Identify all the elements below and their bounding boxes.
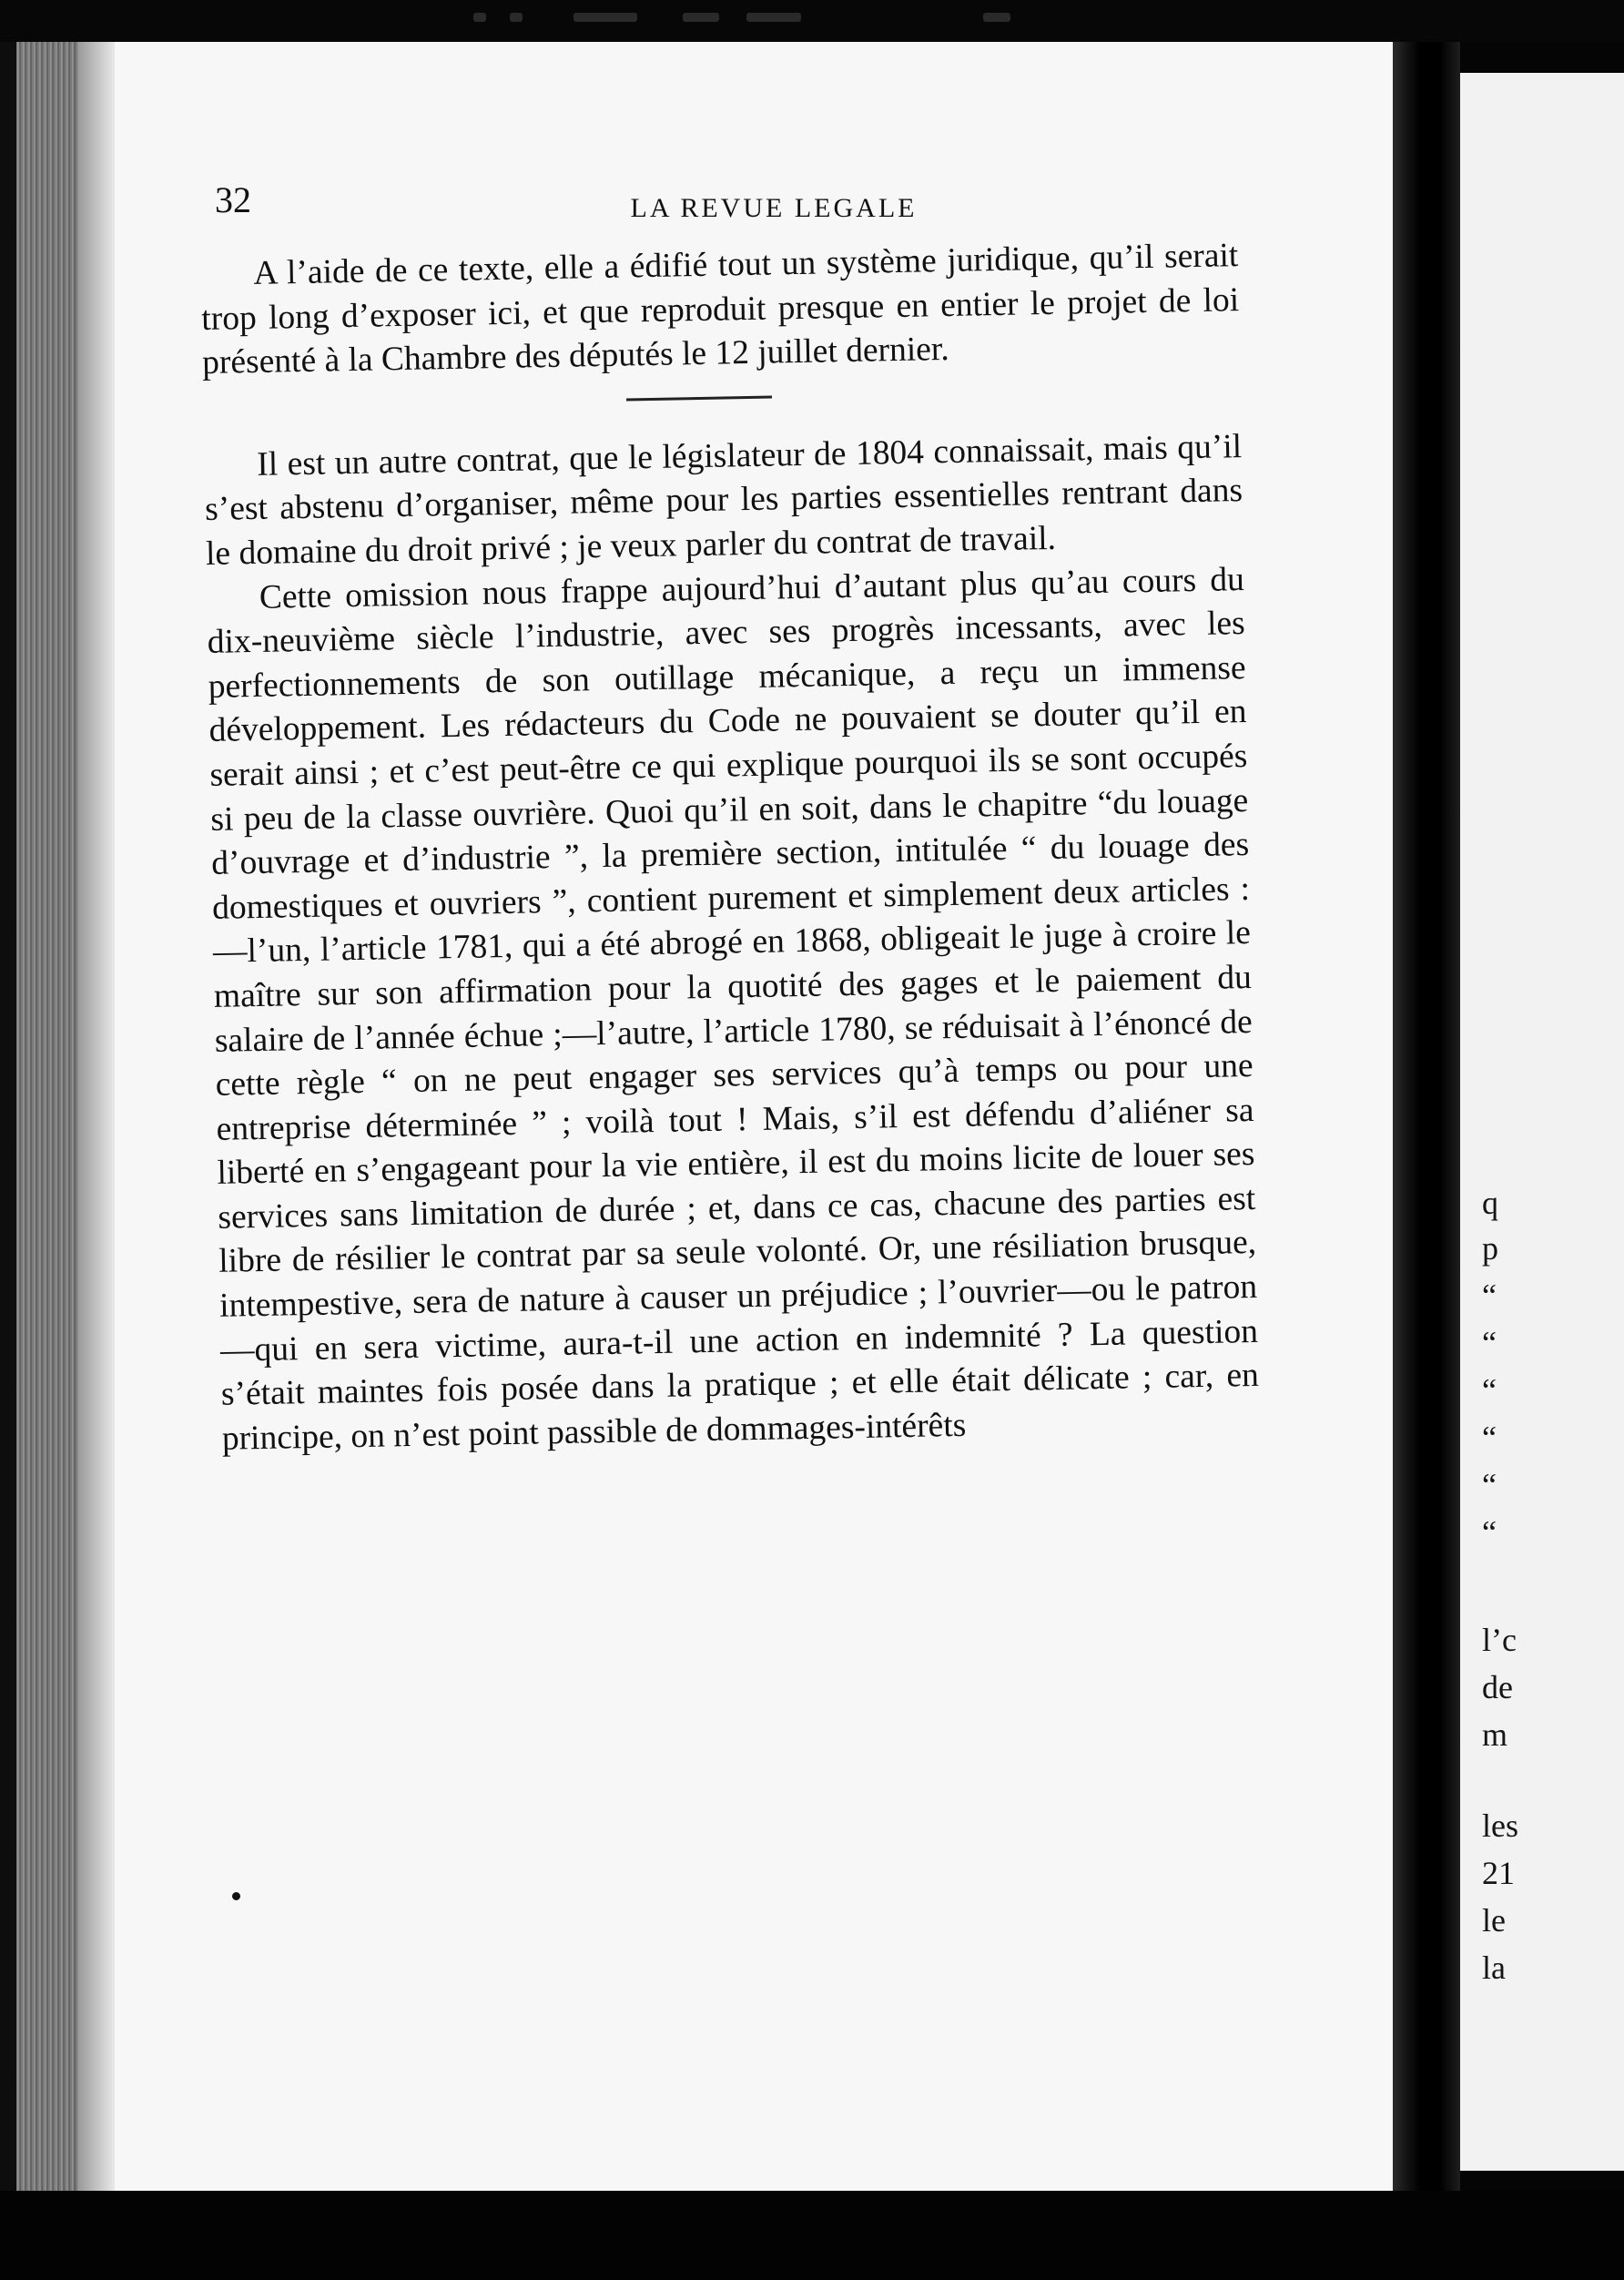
facing-fragment: la: [1482, 1949, 1506, 1986]
facing-fragment: l’c: [1482, 1622, 1517, 1658]
page-body: [200, 234, 1260, 1461]
margin-dot: [232, 1892, 240, 1900]
facing-fragment: p: [1482, 1230, 1498, 1267]
page-gutter-shadow: [78, 42, 115, 2191]
page-number: 32: [215, 179, 251, 220]
paragraph-3: Cette omission nous frappe aujourd’hui d’autant plus qu’au cours du dix-neuvième siècle l’industrie, avec ses progrès incessants, avec les perfectionnements de son outillage mécanique, a reçu un immense développement. Les rédacteurs du Code ne pouvaient se douter qu’il en serait ainsi ; et c’est peut-être ce qui explique pourquoi ils se sont occupés si peu de la classe ouvrière. Quoi qu’il en soit, dans le chapitre “du louage d’ouvrage et d’industrie ”, la première section, intitulée “ du louage des domestiques et ouvriers ”, contient purement et simplement deux articles :—l’un, l’article 1781, qui a été abrogé en 1868, obligeait le juge à croire le maître sur son affirmation pour la quotité des gages et le paiement du salaire de l’année échue ;—l’autre, l’article 1780, se réduisait à l’énoncé de cette règle “ on ne peut engager ses services qu’à temps ou pour une entreprise déterminée ” ; voilà tout ! Mais, s’il est défendu d’aliéner sa liberté en s’engageant pour la vie entière, il est du moins licite de louer ses services sans limitation de durée ; et, dans ce cas, chacune des parties est libre de résilier le contrat par sa seule volonté. Or, une résiliation brusque, intempestive, sera de nature à causer un préjudice ; l’ouvrier—ou le patron—qui en sera victime, aura-t-il une action en indemnité ? La question s’était maintes fois posée dans la pratique ; et elle était délicate ; car, en principe, on n’est point passible de dommages-intérêts: [207, 560, 1260, 1458]
scan-top-border: [0, 0, 1624, 42]
facing-fragment: de: [1482, 1669, 1513, 1705]
scan-left-border: [0, 42, 16, 2191]
paragraph-2: Il est un autre contrat, que le législateur de 1804 connaissait, mais qu’il s’est abstenu d’organiser, même pour les parties essentielles rentrant dans le domaine du droit privé ; je veux parler du contrat de travail.: [204, 427, 1243, 573]
facing-fragment: “: [1482, 1467, 1497, 1503]
facing-fragment: “: [1482, 1325, 1497, 1361]
binding-marks: [473, 5, 1165, 33]
facing-fragment: “: [1482, 1420, 1497, 1456]
facing-fragment: “: [1482, 1372, 1497, 1409]
book-spine: [1393, 42, 1460, 2191]
page-edges-stack: [16, 42, 78, 2191]
facing-fragment: “: [1482, 1277, 1497, 1314]
facing-fragment: q: [1482, 1185, 1498, 1221]
divider-rule: [626, 395, 772, 401]
running-head: LA REVUE LEGALE: [630, 193, 918, 223]
facing-fragment: 21: [1482, 1855, 1515, 1891]
paragraph-1: A l’aide de ce texte, elle a édifié tout un système juridique, qu’il serait trop long d’exposer ici, et que reproduit presque en entier le projet de loi présenté à la Chambre des députés le 12 juillet dernier.: [200, 237, 1240, 382]
facing-page: [1460, 73, 1624, 2171]
facing-fragment: m: [1482, 1716, 1508, 1753]
scan-bottom-border: [0, 2191, 1624, 2280]
facing-fragment: le: [1482, 1902, 1506, 1939]
facing-fragment: les: [1482, 1807, 1518, 1844]
facing-fragment: “: [1482, 1514, 1497, 1551]
